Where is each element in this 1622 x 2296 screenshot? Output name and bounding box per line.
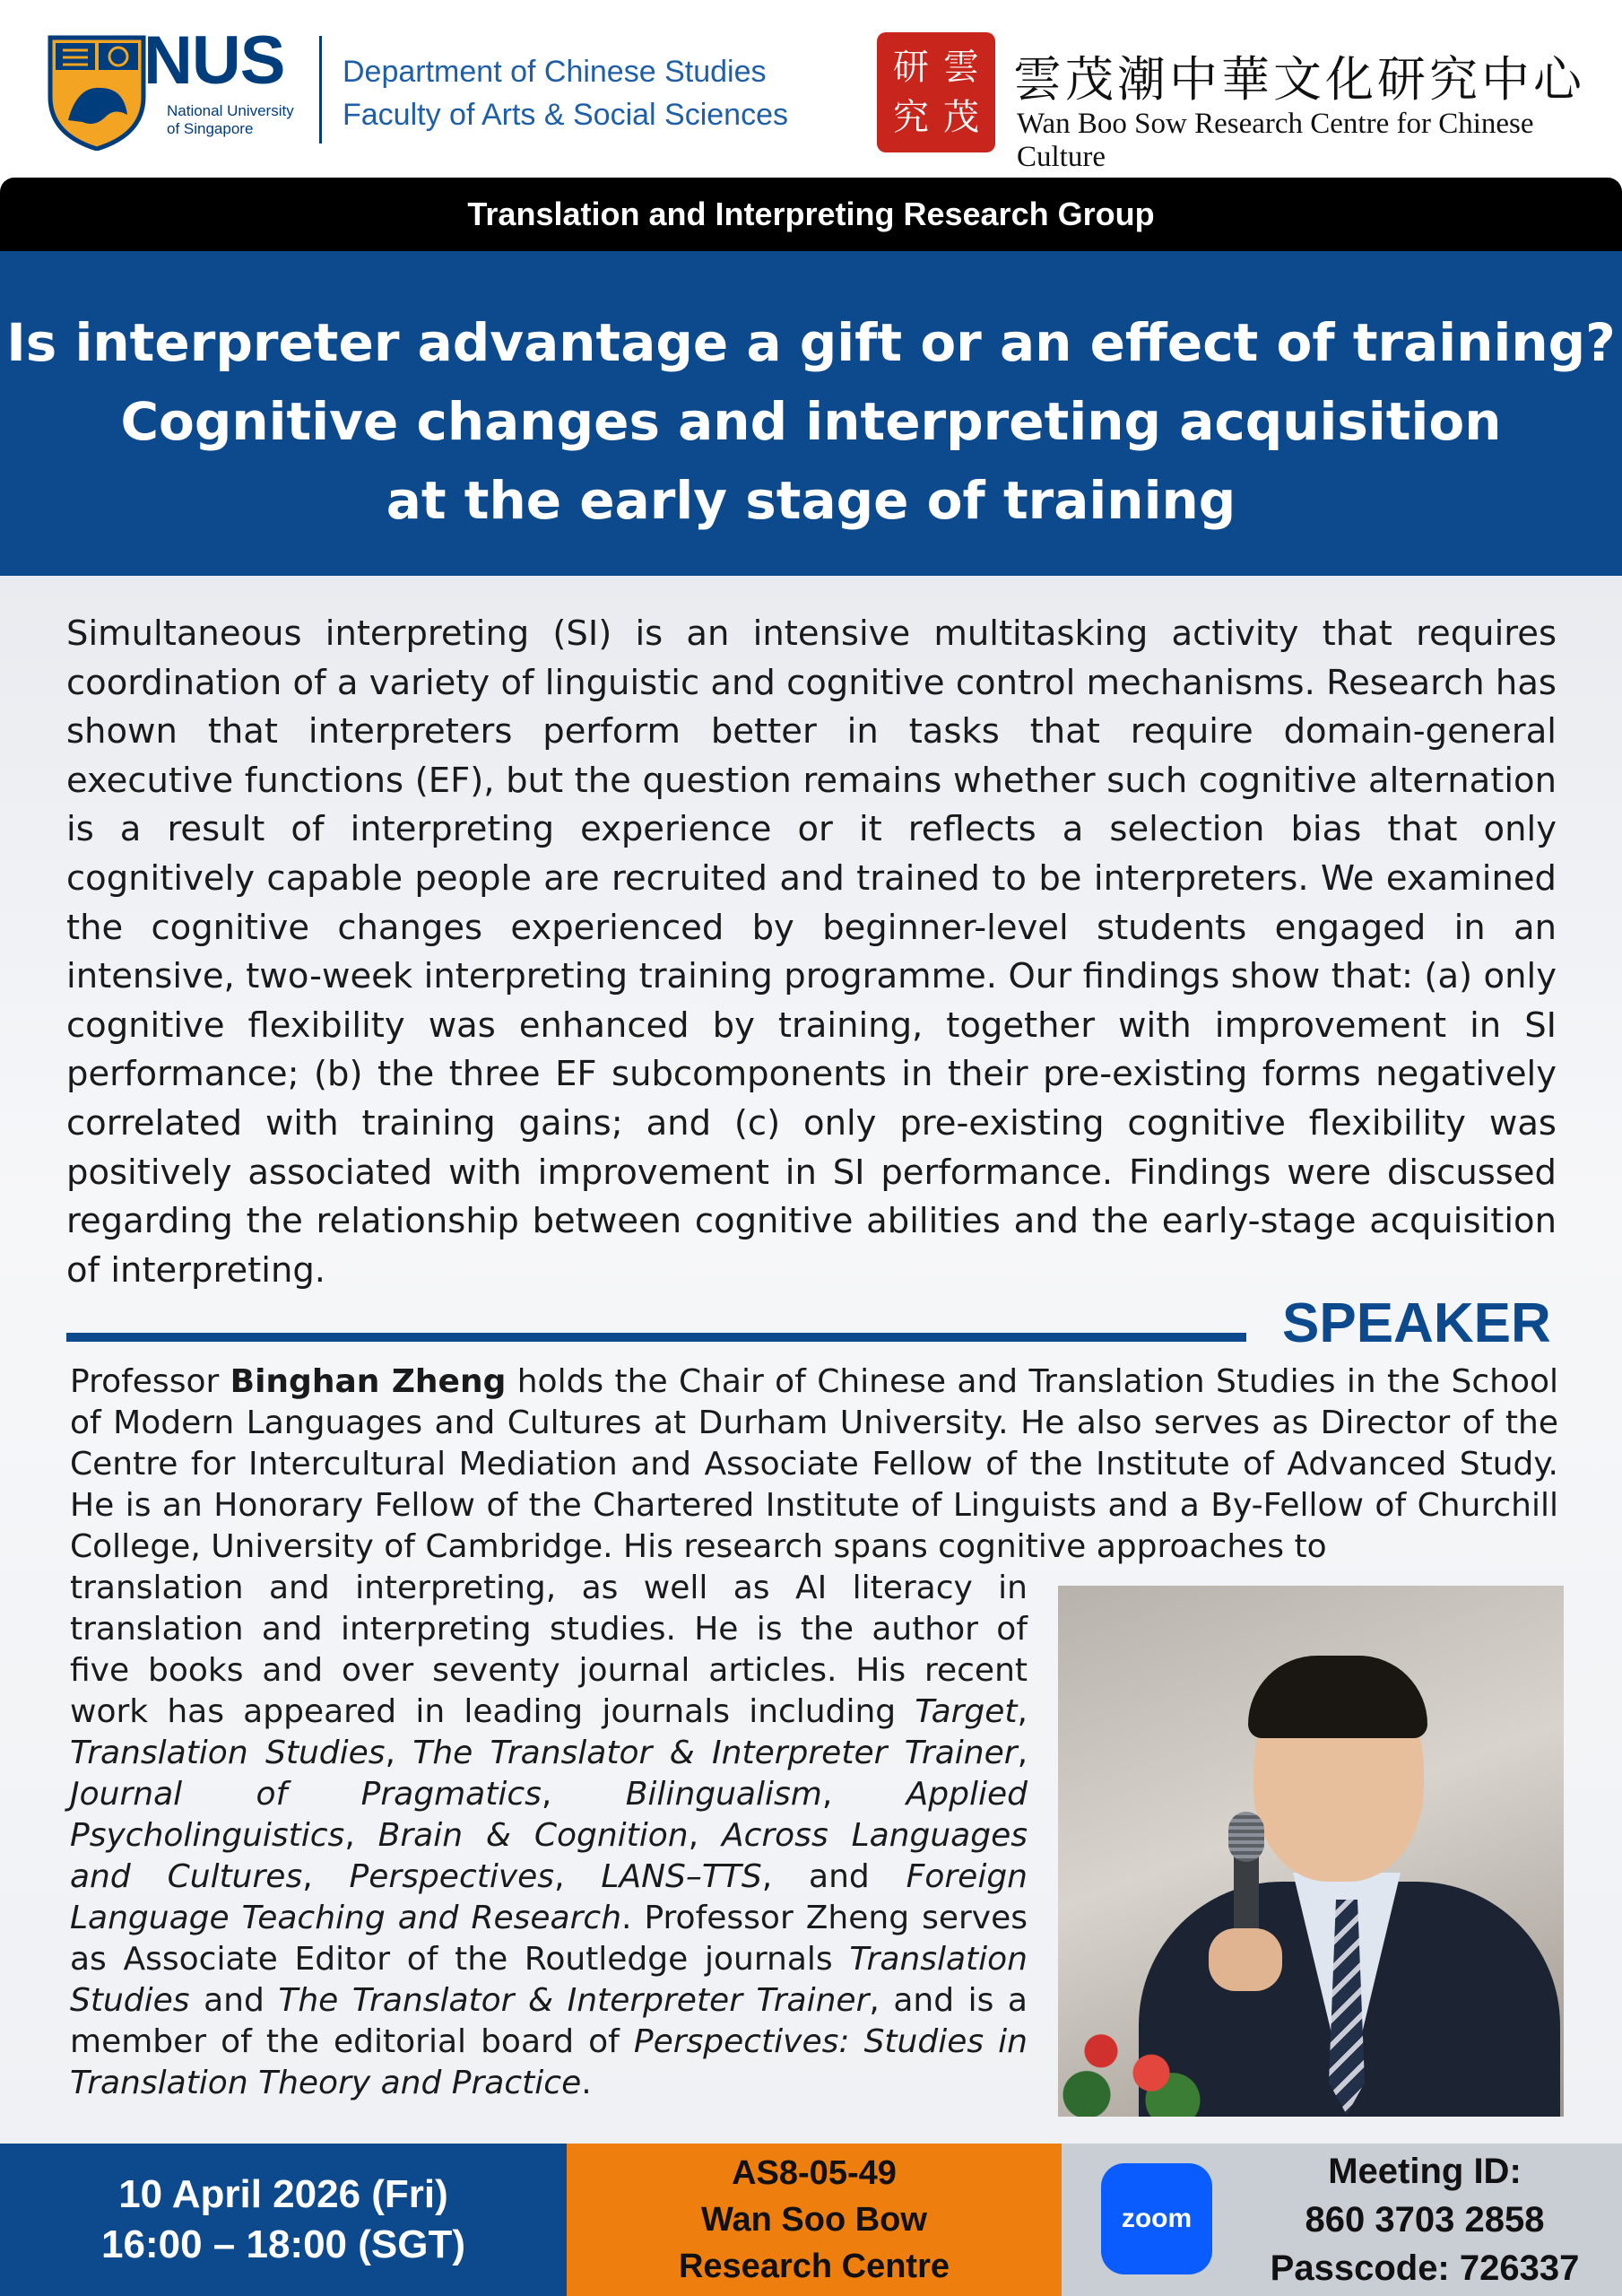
bio-text-3: , and is a member of the editorial board of — [70, 1982, 1028, 2060]
bio-text-2: . Professor Zheng serves as Associate Editor of the Routledge journals — [70, 1900, 1028, 1978]
seal-char: 雲 — [943, 47, 979, 88]
journal-title: Across Languages and Cultures — [70, 1817, 1028, 1895]
nus-sub-line2: of Singapore — [167, 120, 254, 137]
department-name: Department of Chinese Studies — [343, 55, 767, 89]
journal-title: Perspectives: Studies in Translation Theory and Practice — [70, 2023, 1028, 2101]
zoom-info — [1062, 2144, 1622, 2296]
nus-wordmark: NUS — [143, 22, 285, 99]
bio-prefix: Professor — [70, 1363, 230, 1400]
centre-name-chinese: 雲茂潮中華文化研究中心 — [1013, 51, 1585, 108]
speaker-name: Binghan Zheng — [230, 1363, 507, 1400]
meeting-details — [1241, 2144, 1609, 2296]
zoom-icon[interactable]: zoom — [1101, 2163, 1212, 2274]
bio-wide-text: holds the Chair of Chinese and Translation Studies in the School of Modern Languages and Cultures at Durham University. He also serves as Director of the Centre for Intercultural Mediation and Associate Fellow of the Institute of Advanced Study. He is an Honorary Fellow of the Chartered Institute of Linguists and a By-Fellow of Churchill College, University of Cambridge. His research spans cognitive approaches to — [70, 1363, 1559, 1565]
speaker-heading: SPEAKER — [1282, 1292, 1551, 1354]
event-venue — [567, 2144, 1062, 2296]
department-info — [343, 50, 788, 136]
journal-title: The Translator & Interpreter Trainer — [412, 1735, 1018, 1771]
centre-name-english: Wan Boo Sow Research Centre for Chinese Culture — [1017, 108, 1534, 173]
title-line-2: Cognitive changes and interpreting acquisition — [120, 391, 1502, 452]
bio-text-1: translation and interpreting, as well as AI literacy in translation and interpreting studies. He is the author of five books and over seventy journal articles. His recent work has appeared in leading journals including — [70, 1570, 1028, 1730]
centre-seal-logo — [877, 32, 995, 152]
venue-name-line2: Research Centre — [678, 2248, 950, 2285]
journal-title: Applied Psycholinguistics — [70, 1776, 1028, 1854]
header-divider — [319, 36, 322, 144]
title-line-3: at the early stage of training — [386, 470, 1236, 531]
nus-crest-icon — [47, 34, 147, 151]
photo-hair — [1248, 1656, 1427, 1738]
event-time: 16:00 – 18:00 (SGT) — [101, 2222, 465, 2266]
photo-hand — [1209, 1928, 1282, 1991]
research-group-bar: Translation and Interpreting Research Group — [0, 178, 1622, 251]
event-date: 10 April 2026 (Fri) — [118, 2172, 448, 2216]
journal-title: Target — [915, 1693, 1018, 1730]
abstract-text: Simultaneous interpreting (SI) is an intensive multitasking activity that requires coordination of a variety of linguistic and cognitive control mechanisms. Research has shown that interpreters perform better in tasks that require domain-general executive functions (EF), but the question remains whether such cognitive alternation is a result of interpreting experience or it reflects a selection bias that only cognitively capable people are recruited and trained to be interpreters. We examined the cognitive changes experienced by beginner-level students engaged in an intensive, two-week interpreting training programme. Our findings show that: (a) only cognitive flexibility was enhanced by training, together with improvement in SI performance; (b) the three EF subcomponents in their pre-existing forms negatively correlated with training gains; and (c) only pre-existing cognitive flexibility was positively associated with improvement in SI performance. Findings were discussed regarding the relationship between cognitive abilities and the early-stage acquisition of interpreting. — [66, 613, 1557, 1291]
journal-title: LANS–TTS — [601, 1858, 762, 1895]
event-datetime — [0, 2144, 567, 2296]
speaker-divider — [66, 1333, 1246, 1342]
speaker-photo — [1058, 1586, 1564, 2117]
photo-flowers — [1058, 2007, 1201, 2117]
seal-char: 茂 — [943, 97, 979, 138]
journal-title: Translation Studies — [70, 1941, 1028, 2019]
meeting-id: 860 3703 2858 — [1305, 2200, 1545, 2239]
nus-subtitle — [167, 102, 294, 138]
journal-title: Brain & Cognition — [377, 1817, 689, 1854]
seal-char: 究 — [893, 97, 929, 138]
journal-title: Bilingualism — [625, 1776, 822, 1813]
nus-sub-line1: National University — [167, 102, 294, 119]
journal-title: Foreign Language Teaching and Research — [70, 1858, 1028, 1936]
bio-wide-section — [70, 1361, 1558, 1568]
title-line-1: Is interpreter advantage a gift or an effect of training? — [6, 312, 1616, 373]
faculty-name: Faculty of Arts & Social Sciences — [343, 98, 788, 132]
meeting-label: Meeting ID: — [1328, 2152, 1522, 2191]
bio-narrow-section: translation and interpreting, as well as AI literacy in translation and interpreting studies. He is the author of five books and over seventy journal articles. His recent work has appeared in leading journals including Target, Translation Studies, The Translator & Interpreter Trainer, Journal of Pragmatics, Bilingualism, Applied Psycholinguistics, Brain & Cognition, Across Languages and Cultures, Perspectives, LANS–TTS, and Foreign Language Teaching and Research. Professor Zheng serves as Associate Editor of the Routledge journals Translation Studies and The Translator & Interpreter Trainer, and is a member of the editorial board of Perspectives: Studies in Translation Theory and Practice. — [70, 1570, 1028, 2101]
meeting-passcode: Passcode: 726337 — [1270, 2248, 1580, 2288]
journal-title: Translation Studies — [70, 1735, 386, 1771]
venue-room: AS8-05-49 — [732, 2154, 897, 2192]
journal-title: Journal of Pragmatics — [70, 1776, 542, 1813]
header — [0, 0, 1622, 178]
journal-title: Perspectives — [349, 1858, 555, 1895]
talk-title — [0, 303, 1622, 540]
venue-name-line1: Wan Soo Bow — [701, 2201, 927, 2239]
journal-title: The Translator & Interpreter Trainer — [278, 1982, 870, 2019]
footer — [0, 2144, 1622, 2296]
seal-char: 研 — [893, 47, 929, 88]
